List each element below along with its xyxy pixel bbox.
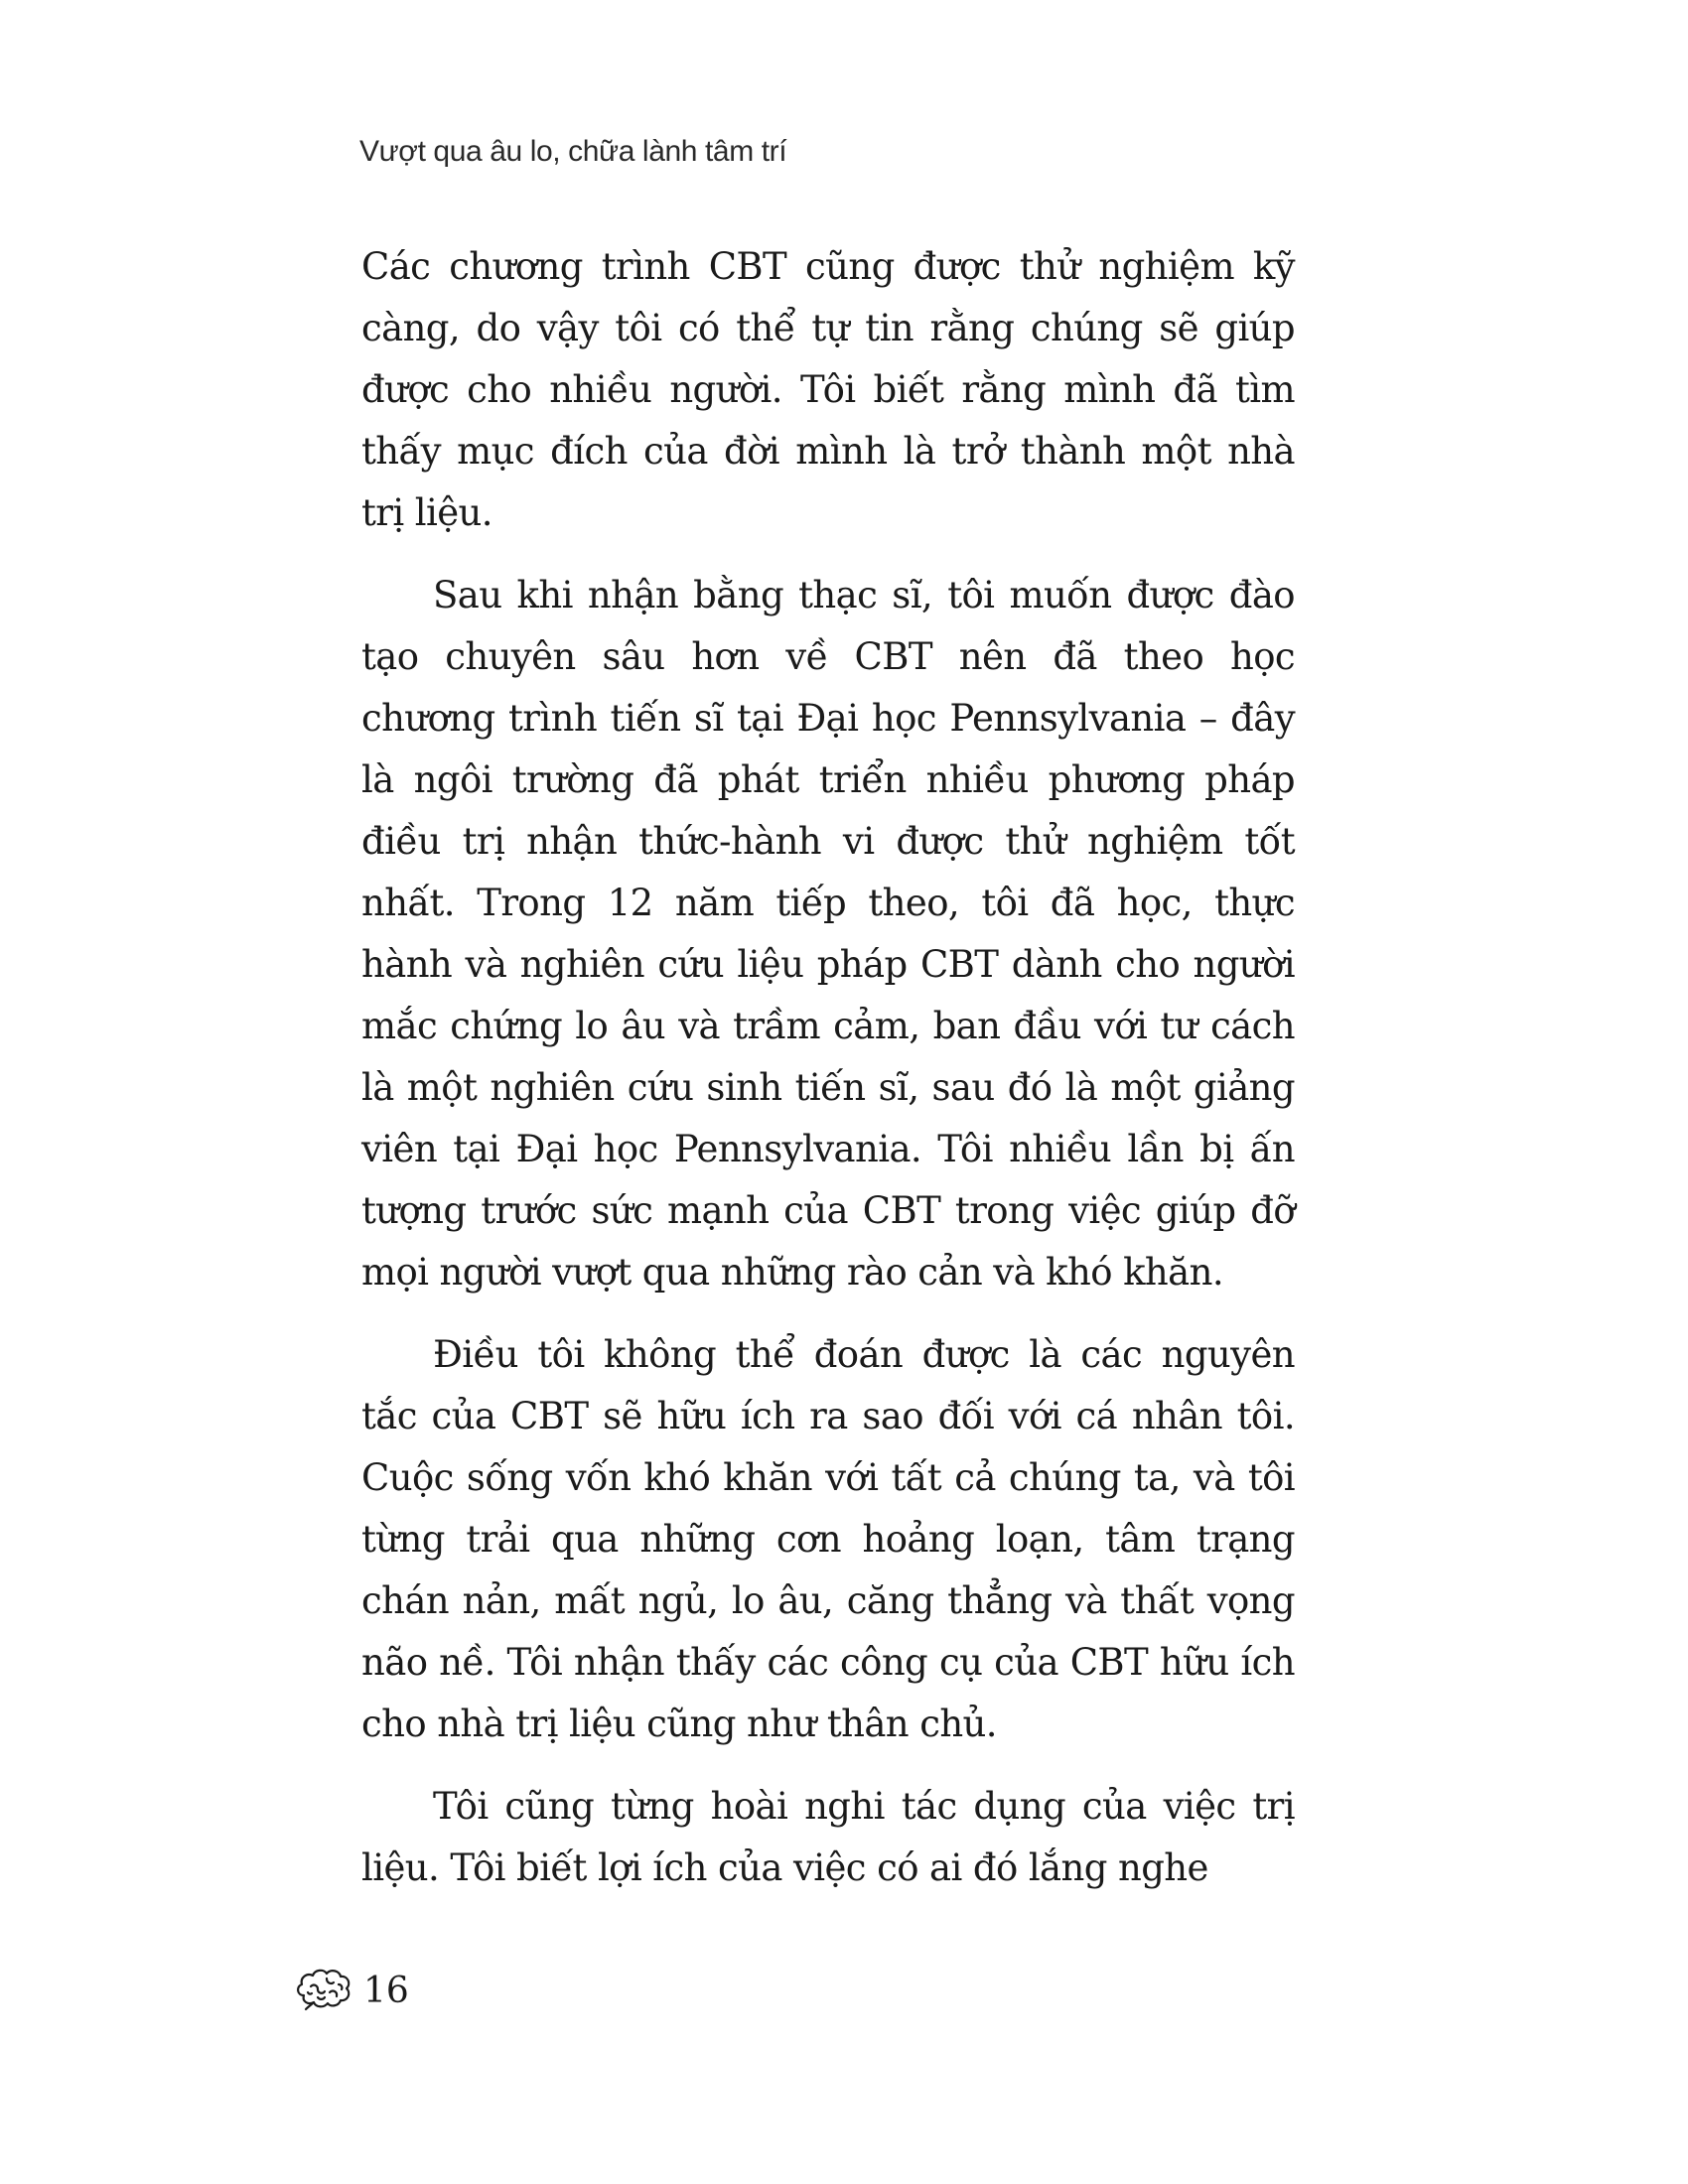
page-number: 16 bbox=[363, 1970, 409, 2011]
paragraph-3: Điều tôi không thể đoán được là các nguyên tắc của CBT sẽ hữu ích ra sao đối với cá nhân tôi. Cuộc sống vốn khó khăn với tất cả chúng ta, và tôi từng trải qua những cơn hoảng loạn, tâm trạng chán nản, mất ngủ, lo âu, căng thẳng và thất vọng não nề. Tôi nhận thấy các công cụ của CBT hữu ích cho nhà trị liệu cũng như thân chủ. bbox=[361, 1333, 1295, 1745]
running-header: Vượt qua âu lo, chữa lành tâm trí bbox=[359, 135, 787, 168]
paragraph-2: Sau khi nhận bằng thạc sĩ, tôi muốn được đào tạo chuyên sâu hơn về CBT nên đã theo học chương trình tiến sĩ tại Đại học Pennsylvania – đây là ngôi trường đã phát triển nhiều phương pháp điều trị nhận thức-hành vi được thử nghiệm tốt nhất. Trong 12 năm tiếp theo, tôi đã học, thực hành và nghiên cứu liệu pháp CBT dành cho người mắc chứng lo âu và trầm cảm, ban đầu với tư cách là một nghiên cứu sinh tiến sĩ, sau đó là một giảng viên tại Đại học Pennsylvania. Tôi nhiều lần bị ấn tượng trước sức mạnh của CBT trong việc giúp đỡ mọi người vượt qua những rào cản và khó khăn. bbox=[361, 574, 1295, 1294]
page-footer bbox=[294, 1961, 409, 2020]
paragraph-4: Tôi cũng từng hoài nghi tác dụng của việc trị liệu. Tôi biết lợi ích của việc có ai đó lắng nghe bbox=[361, 1785, 1295, 1889]
brain-icon bbox=[294, 1966, 353, 2015]
paragraph-1: Các chương trình CBT cũng được thử nghiệm kỹ càng, do vậy tôi có thể tự tin rằng chúng sẽ giúp được cho nhiều người. Tôi biết rằng mình đã tìm thấy mục đích của đời mình là trở thành một nhà trị liệu. bbox=[361, 245, 1295, 534]
body-text bbox=[361, 236, 1295, 1920]
